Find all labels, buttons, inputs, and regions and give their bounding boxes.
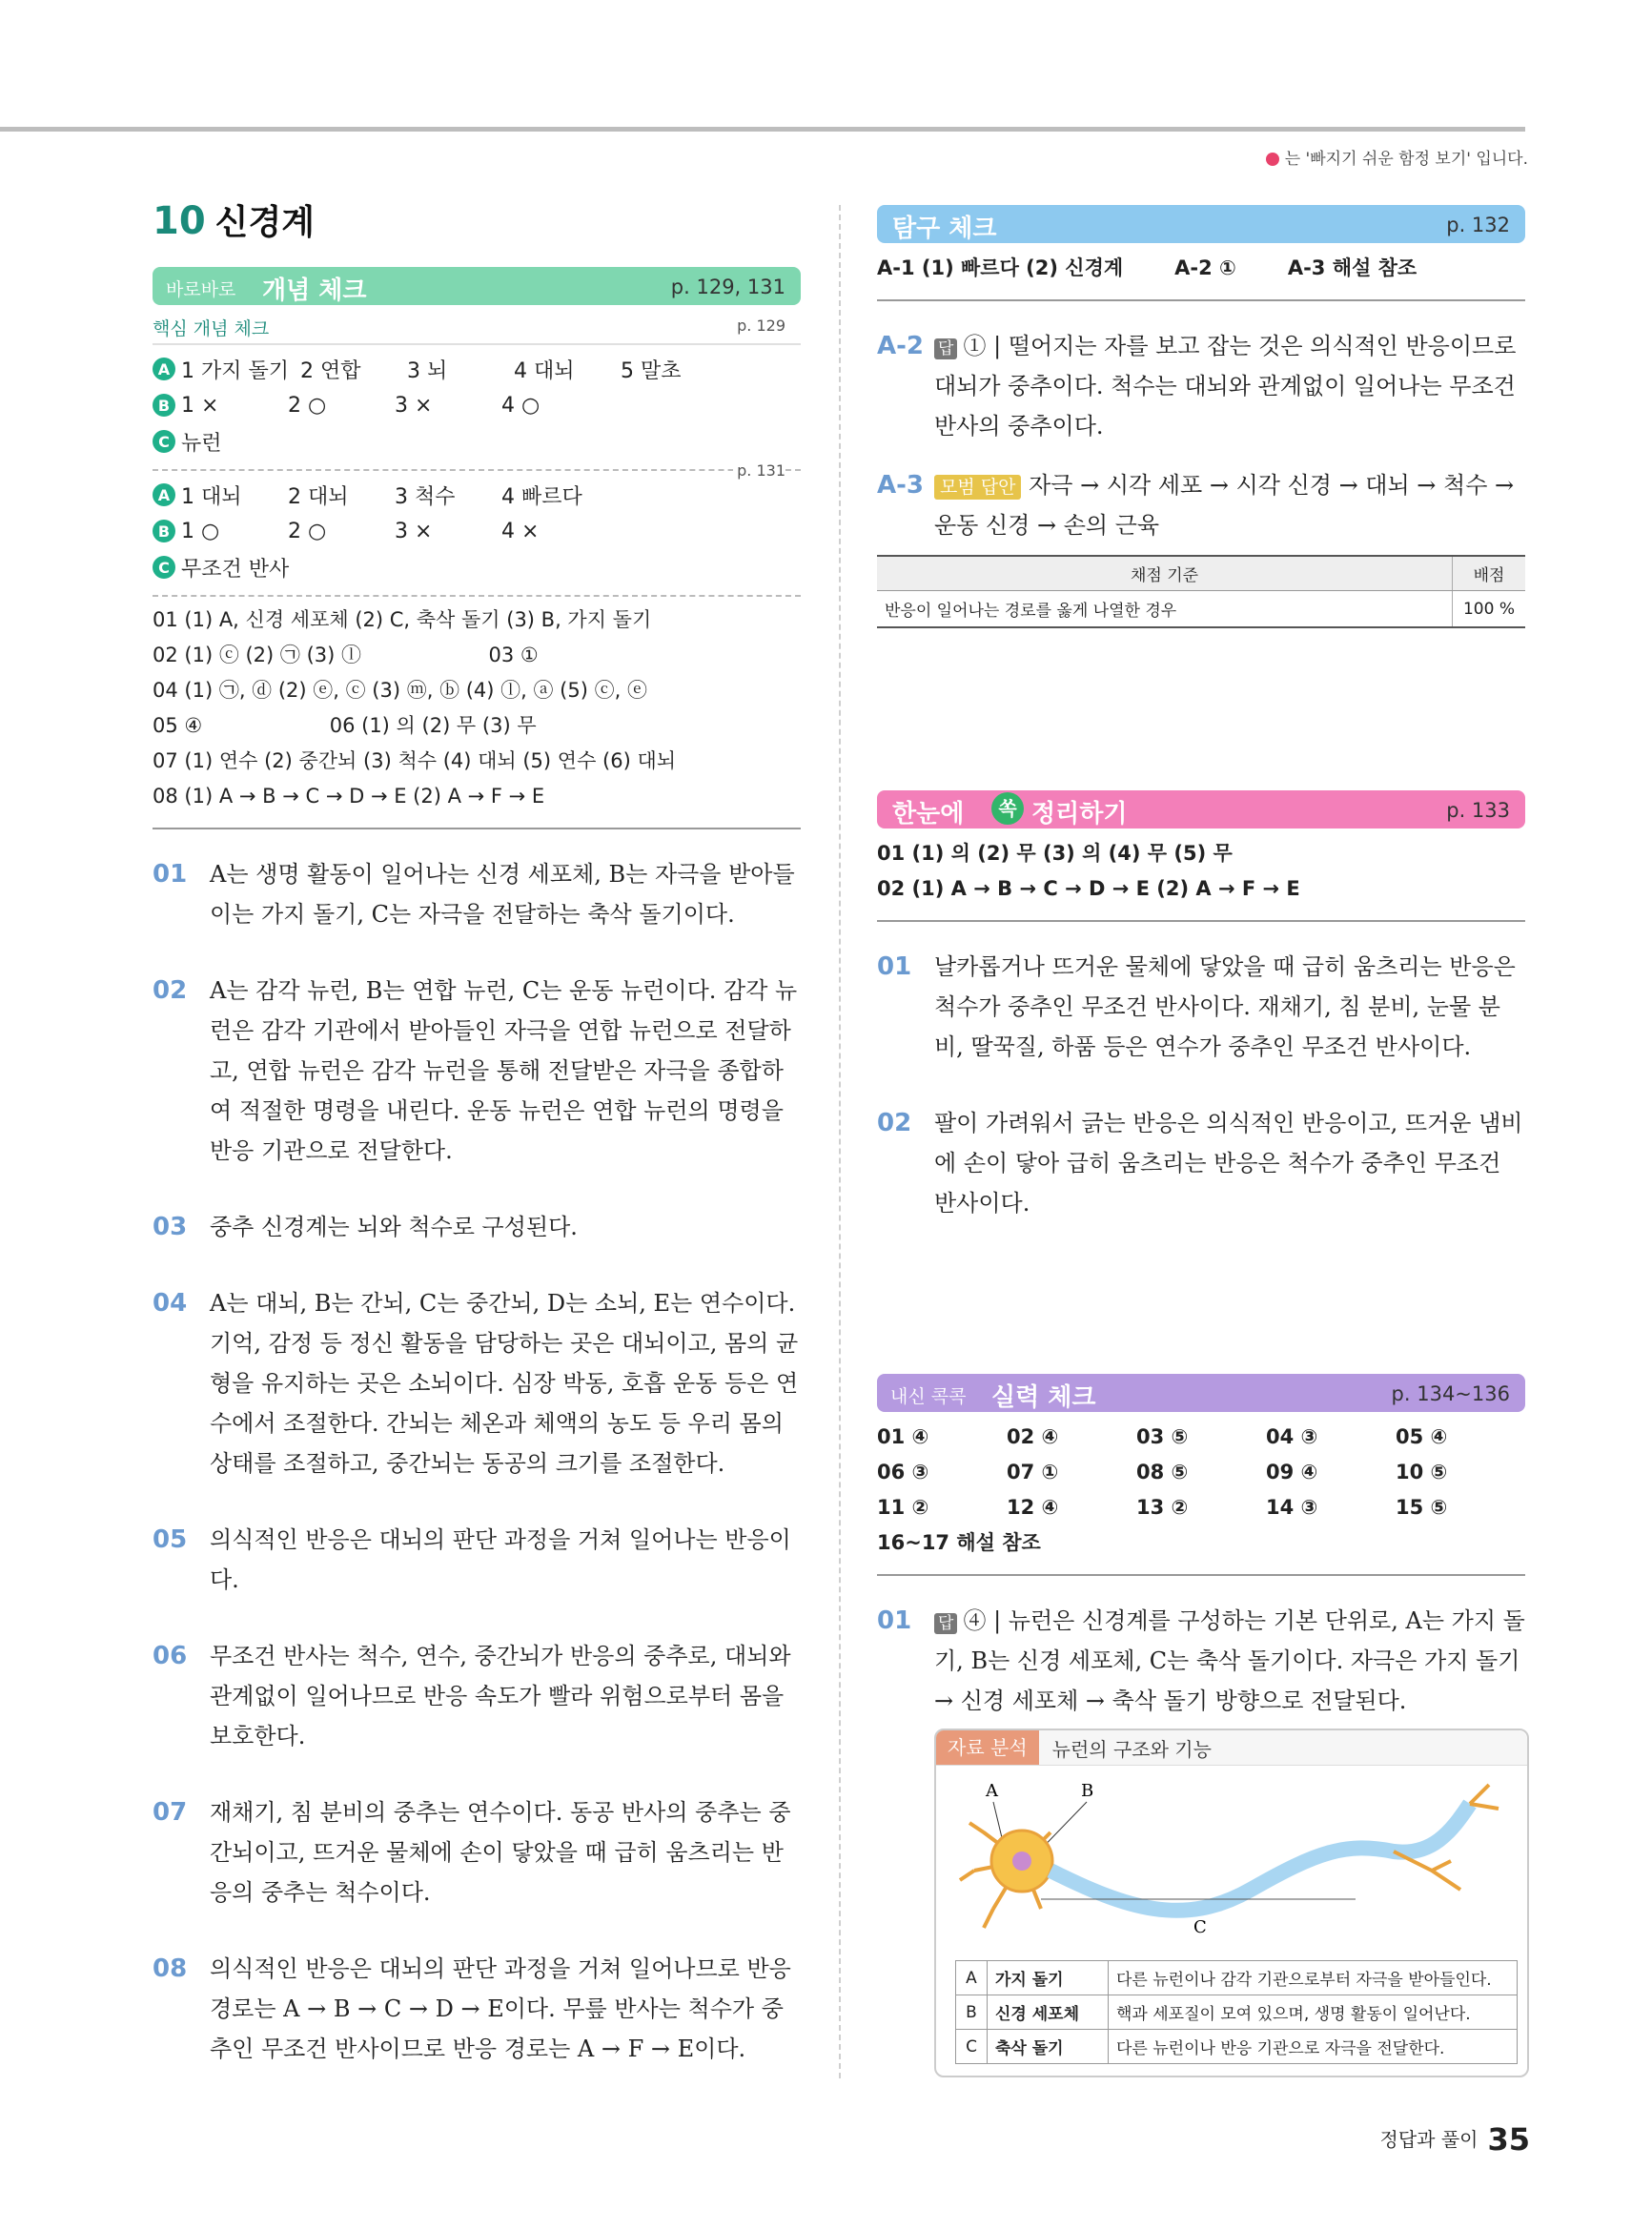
item-number: 06 <box>153 1642 188 1670</box>
skill-answer: 04 ③ <box>1266 1425 1318 1448</box>
skill-answer: 07 ① <box>1007 1461 1059 1483</box>
row-cell: 1 가지 돌기 <box>181 358 289 383</box>
summary-answers <box>877 836 1525 907</box>
skill-answer: 10 ⑤ <box>1396 1461 1448 1483</box>
item-number: A-3 <box>877 471 925 500</box>
part-k: A <box>956 1961 988 1995</box>
concept-rows-1 <box>153 351 801 460</box>
badge-c: C <box>153 556 175 579</box>
part-row <box>956 1995 1518 2030</box>
badge-b: B <box>153 394 175 417</box>
answer-line: 01 (1) A, 신경 세포체 (2) C, 축삭 돌기 (3) B, 가지 돌기 <box>153 608 652 631</box>
trap-icon <box>1266 153 1279 166</box>
item-text: A는 생명 활동이 일어나는 신경 세포체, B는 자극을 받아들이는 가지 돌기, C는 자극을 전달하는 축삭 돌기이다. <box>210 861 795 928</box>
item-number: 01 <box>877 1606 912 1635</box>
row-cell: 3 × <box>395 519 433 543</box>
item-body: ① | 떨어지는 자를 보고 잡는 것은 의식적인 반응이므로 대뇌가 중추이다. 척수는 대뇌와 관계없이 일어나는 무조건 반사의 중추이다. <box>934 333 1517 440</box>
badge-c: C <box>153 430 175 453</box>
skill-answer-grid <box>877 1420 1525 1525</box>
skill-answer: 12 ④ <box>1007 1496 1059 1519</box>
row-cell: 4 × <box>501 519 540 543</box>
explanation-item <box>153 1792 801 1913</box>
label-a: A <box>986 1781 998 1801</box>
neuron-parts-table <box>955 1960 1518 2064</box>
row-cell: 4 대뇌 <box>514 358 575 383</box>
item-text: 의식적인 반응은 대뇌의 판단 과정을 거쳐 일어나는 반응이다. <box>210 1526 791 1593</box>
legend-note: 는 '빠지기 쉬운 함정 보기' 입니다. <box>1266 145 1528 169</box>
neuron-diagram <box>936 1766 1527 1956</box>
part-n: 축삭 돌기 <box>988 2030 1109 2064</box>
score-header: 배점 <box>1453 556 1526 591</box>
banner-page: p. 129, 131 <box>670 276 785 298</box>
badge-a: A <box>153 358 175 380</box>
row-cell: 1 × <box>181 393 219 418</box>
summary-mark: 쏙 <box>991 792 1024 825</box>
skill-answer: 01 ④ <box>877 1425 929 1448</box>
item-text: A는 감각 뉴런, B는 연합 뉴런, C는 운동 뉴런이다. 감각 뉴런은 감각 기관에서 받아들인 자극을 연합 뉴런으로 전달하고, 연합 뉴런은 감각 뉴런을 통해 전달받은 자극을 종합하여 적절한 명령을 내린다. 운동 뉴런은 연합 뉴런의 명령을 반응 기관으로 전달한다. <box>210 977 798 1164</box>
concept-row <box>153 387 801 423</box>
solid-separator <box>153 828 801 829</box>
neuron-figure-box <box>934 1729 1529 2077</box>
part-n: 가지 돌기 <box>988 1961 1109 1995</box>
banner-prefix: 바로바로 <box>166 279 236 300</box>
row-cell: 2 ○ <box>288 393 327 418</box>
skill-answer: 14 ③ <box>1266 1496 1318 1519</box>
part-k: C <box>956 2030 988 2064</box>
banner-title: 개념 체크 <box>262 276 367 305</box>
row-cell: 2 ○ <box>288 519 327 543</box>
item-number: 01 <box>877 952 912 981</box>
row-cell: 3 뇌 <box>407 358 448 383</box>
criteria-cell: 반응이 일어나는 경로를 옳게 나열한 경우 <box>877 591 1453 628</box>
banner-title-2: 정리하기 <box>1031 800 1128 829</box>
chapter-name: 신경계 <box>214 203 315 242</box>
item-number: 08 <box>153 1954 188 1983</box>
row-cell: 4 ○ <box>501 393 540 418</box>
item-number: 02 <box>877 1109 912 1137</box>
dashed-separator-2 <box>153 595 801 597</box>
subhead-page-2: p. 131 <box>733 461 785 480</box>
row-cell: 5 말초 <box>621 358 682 383</box>
explanation-item <box>153 1949 801 2069</box>
item-number: 05 <box>153 1525 188 1554</box>
part-d: 다른 뉴런이나 반응 기관으로 자극을 전달한다. <box>1109 2030 1518 2064</box>
item-text: 의식적인 반응은 대뇌의 판단 과정을 거쳐 일어나므로 반응 경로는 A → B → C → D → E이다. 무릎 반사는 척수가 중추인 무조건 반사이므로 반응 경로는 A → F → E이다. <box>210 1955 791 2062</box>
criteria-table <box>877 555 1525 628</box>
skill-check-banner <box>877 1374 1525 1412</box>
skill-answer: 13 ② <box>1136 1496 1189 1519</box>
badge-a: A <box>153 483 175 506</box>
row-cell: 3 × <box>395 393 433 418</box>
skill-extra: 16~17 해설 참조 <box>877 1531 1041 1554</box>
banner-page: p. 133 <box>1446 799 1510 822</box>
answer-tag: 답 <box>934 1613 957 1634</box>
item-body: ④ | 뉴런은 신경계를 구성하는 기본 단위로, A는 가지 돌기, B는 신경 세포체, C는 축삭 돌기이다. 자극은 가지 돌기 → 신경 세포체 → 축삭 돌기 방향으로 전달된다. <box>934 1607 1525 1714</box>
row-cell: 무조건 반사 <box>181 557 290 582</box>
part-n: 신경 세포체 <box>988 1995 1109 2030</box>
criteria-header: 채점 기준 <box>877 556 1453 591</box>
item-text: A는 대뇌, B는 간뇌, C는 중간뇌, D는 소뇌, E는 연수이다. 기억, 감정 등 정신 활동을 담당하는 곳은 대뇌이고, 몸의 균형을 유지하는 곳은 소뇌이다. 심장 박동, 호흡 운동 등은 연수에서 조절한다. 간뇌는 체온과 체액의 농도 등 우리 몸의 상태를 조절하고, 중간뇌는 동공의 크기를 조절한다. <box>210 1290 799 1477</box>
answer-item: A-2 ① <box>1174 256 1236 279</box>
item-text: 재채기, 침 분비의 중추는 연수이다. 동공 반사의 중추는 중간뇌이고, 뜨거운 물체에 손이 닿았을 때 급히 움츠리는 반응의 중추는 척수이다. <box>210 1799 791 1906</box>
explanation-item <box>153 1283 801 1483</box>
answer-item: A-1 (1) 빠르다 (2) 신경계 <box>877 256 1124 279</box>
answer-line: 08 (1) A → B → C → D → E (2) A → F → E <box>153 785 545 808</box>
skill-answer: 11 ② <box>877 1496 929 1519</box>
part-k: B <box>956 1995 988 2030</box>
row-cell: 4 빠르다 <box>501 484 582 509</box>
subhead-label: 핵심 개념 체크 <box>153 318 270 339</box>
banner-page: p. 132 <box>1446 214 1510 236</box>
skill-answer: 15 ⑤ <box>1396 1496 1448 1519</box>
skill-answer: 05 ④ <box>1396 1425 1448 1448</box>
inquiry-check-banner <box>877 205 1525 243</box>
concept-row <box>153 423 801 460</box>
concept-explanations <box>153 854 801 2069</box>
left-column <box>153 195 801 2105</box>
nucleus <box>1012 1852 1031 1871</box>
skill-expl <box>877 1601 1525 1721</box>
summary-banner <box>877 790 1525 829</box>
column-divider <box>839 205 841 2078</box>
explanation-item <box>153 1207 801 1247</box>
explanation-item <box>153 1636 801 1756</box>
banner-title: 실력 체크 <box>991 1383 1096 1412</box>
right-column <box>877 205 1525 2077</box>
item-number: 01 <box>153 860 188 889</box>
row-cell: 2 대뇌 <box>288 484 349 509</box>
badge-b: B <box>153 520 175 542</box>
chapter-number: 10 <box>153 199 206 243</box>
skill-answer: 02 ④ <box>1007 1425 1059 1448</box>
subhead-page: p. 129 <box>737 317 785 335</box>
label-b: B <box>1081 1781 1094 1801</box>
solid-separator <box>877 1574 1525 1576</box>
item-number: 07 <box>153 1798 188 1827</box>
answer-line: 07 (1) 연수 (2) 중간뇌 (3) 척수 (4) 대뇌 (5) 연수 (6) 대뇌 <box>153 749 677 772</box>
figure-label: 자료 분석 <box>936 1730 1039 1765</box>
banner-page: p. 134~136 <box>1391 1382 1510 1405</box>
core-concept-subhead <box>153 315 801 345</box>
explanation-item <box>877 947 1525 1067</box>
row-cell: 1 대뇌 <box>181 484 242 509</box>
concept-row <box>153 477 801 513</box>
row-cell: 뉴런 <box>181 431 222 456</box>
concept-row <box>153 351 801 387</box>
concept-rows-2 <box>153 477 801 585</box>
part-d: 다른 뉴런이나 감각 기관으로부터 자극을 받아들인다. <box>1109 1961 1518 1995</box>
top-rule <box>0 127 1525 132</box>
answer-line: 02 (1) ⓒ (2) ㉠ (3) ⓛ 03 ① <box>153 644 539 666</box>
concept-row <box>153 549 801 585</box>
summary-explanations <box>877 947 1525 1223</box>
item-text <box>934 465 1525 545</box>
label-c: C <box>1193 1917 1207 1937</box>
concept-row <box>153 513 801 549</box>
item-text: 날카롭거나 뜨거운 물체에 닿았을 때 급히 움츠리는 반응은 척수가 중추인 무조건 반사이다. 재채기, 침 분비, 눈물 분비, 딸꾹질, 하품 등은 연수가 중추인 무조건 반사이다. <box>934 953 1516 1060</box>
item-number: A-2 <box>877 332 925 360</box>
row-cell: 1 ○ <box>181 519 220 543</box>
inquiry-answers <box>877 251 1525 286</box>
answer-tag: 답 <box>934 338 957 359</box>
answer-line: 05 ④ 06 (1) 의 (2) 무 (3) 무 <box>153 714 537 737</box>
answer-line: 04 (1) ㉠, ⓓ (2) ⓔ, ⓒ (3) ⓜ, ⓑ (4) ⓛ, ⓐ (5) ⓒ, ⓔ <box>153 679 647 702</box>
answer-item: A-3 해설 참조 <box>1287 256 1417 279</box>
chapter-title <box>153 195 801 244</box>
explanation-item <box>877 1103 1525 1223</box>
answer-item: 01 (1) 의 (2) 무 (3) 의 (4) 무 (5) 무 <box>877 842 1233 865</box>
item-number: 03 <box>153 1213 188 1241</box>
inquiry-a2 <box>877 326 1525 446</box>
explanation-item <box>153 971 801 1171</box>
row-cell: 2 연합 <box>300 358 361 383</box>
banner-prefix: 내신 콕콕 <box>890 1386 967 1407</box>
item-text <box>934 326 1525 446</box>
figure-title: 뉴런의 구조와 기능 <box>1051 1737 1212 1761</box>
item-text: 팔이 가려워서 긁는 반응은 의식적인 반응이고, 뜨거운 냄비에 손이 닿아 급히 움츠리는 반응은 척수가 중추인 무조건 반사이다. <box>934 1110 1523 1217</box>
footer-label: 정답과 풀이 <box>1379 2128 1479 2151</box>
banner-title: 탐구 체크 <box>892 215 997 243</box>
inquiry-a3 <box>877 465 1525 545</box>
answer-item: 02 (1) A → B → C → D → E (2) A → F → E <box>877 877 1300 900</box>
figure-header <box>936 1730 1527 1766</box>
item-text: 무조건 반사는 척수, 연수, 중간뇌가 반응의 중추로, 대뇌와 관계없이 일어나므로 반응 속도가 빨라 위험으로부터 몸을 보호한다. <box>210 1643 791 1749</box>
skill-answer: 08 ⑤ <box>1136 1461 1189 1483</box>
solid-separator <box>877 299 1525 301</box>
skill-answer: 06 ③ <box>877 1461 929 1483</box>
item-number: 02 <box>153 976 188 1005</box>
dashed-separator <box>153 461 801 480</box>
page-number: 35 <box>1487 2121 1530 2158</box>
page-footer <box>1380 2121 1531 2158</box>
skill-answer: 03 ⑤ <box>1136 1425 1189 1448</box>
solid-separator <box>877 920 1525 922</box>
model-answer-tag: 모범 답안 <box>934 475 1021 500</box>
part-d: 핵과 세포질이 모여 있으며, 생명 활동이 일어난다. <box>1109 1995 1518 2030</box>
explanation-item <box>153 1520 801 1600</box>
item-text <box>934 1601 1525 1721</box>
item-body: 자극 → 시각 세포 → 시각 신경 → 대뇌 → 척수 → 운동 신경 → 손의 근육 <box>934 472 1515 539</box>
item-number: 04 <box>153 1289 188 1318</box>
part-row <box>956 1961 1518 1995</box>
score-cell: 100 % <box>1453 591 1526 628</box>
explanation-item <box>153 854 801 934</box>
row-cell: 3 척수 <box>395 484 456 509</box>
skill-answer: 09 ④ <box>1266 1461 1318 1483</box>
part-row <box>956 2030 1518 2064</box>
concept-answer-list <box>153 603 801 814</box>
concept-check-banner <box>153 267 801 305</box>
banner-title: 한눈에 <box>892 800 965 829</box>
item-text: 중추 신경계는 뇌와 척수로 구성된다. <box>210 1214 578 1240</box>
